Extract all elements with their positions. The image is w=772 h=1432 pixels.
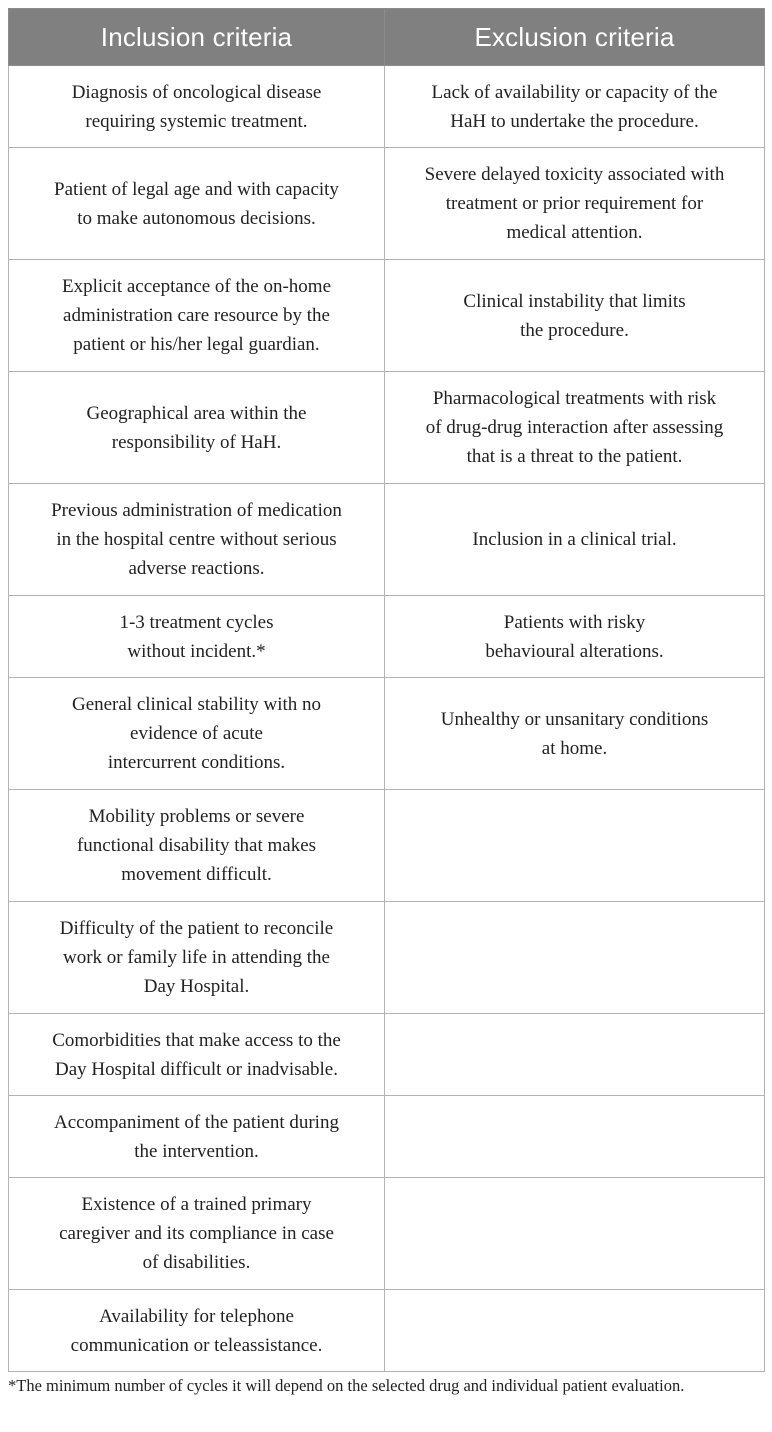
inclusion-criteria-line: Day Hospital difficult or inadvisable. (54, 1058, 338, 1080)
exclusion-criteria-line: Inclusion in a clinical trial. (472, 529, 677, 550)
table-row (9, 790, 765, 902)
inclusion-criteria-cell (9, 678, 385, 790)
exclusion-criteria-cell (385, 596, 765, 678)
inclusion-criteria-line: Explicit acceptance of the on-home (61, 276, 332, 297)
exclusion-criteria-line: of drug-drug interaction after assessing (425, 417, 724, 438)
exclusion-criteria-line: treatment or prior requirement for (445, 193, 704, 214)
inclusion-criteria-line: 1-3 treatment cycles (119, 611, 274, 633)
exclusion-criteria-cell (385, 678, 765, 790)
exclusion-criteria-cell (385, 1178, 765, 1290)
header-row (9, 9, 765, 66)
inclusion-criteria-line: evidence of acute (130, 723, 263, 744)
exclusion-criteria-cell (385, 1096, 765, 1178)
exclusion-criteria-cell (385, 148, 765, 260)
table-row (9, 596, 765, 678)
exclusion-criteria-line: Patients with risky (503, 611, 646, 633)
criteria-table-body (9, 66, 765, 1372)
inclusion-criteria-line: Diagnosis of oncological disease (71, 81, 322, 103)
exclusion-criteria-line: HaH to undertake the procedure. (450, 110, 699, 132)
criteria-table (8, 8, 765, 1372)
exclusion-criteria-cell (385, 1290, 765, 1372)
table-row (9, 1290, 765, 1372)
exclusion-criteria-header: Exclusion criteria (385, 9, 765, 66)
inclusion-criteria-line: patient or his/her legal guardian. (73, 334, 320, 355)
exclusion-criteria-cell (385, 902, 765, 1014)
exclusion-criteria-line: Pharmacological treatments with risk (432, 388, 717, 409)
table-row (9, 260, 765, 372)
inclusion-criteria-line: work or family life in attending the (63, 947, 330, 968)
inclusion-criteria-line: without incident.* (127, 640, 266, 662)
exclusion-criteria-line: Lack of availability or capacity of the (431, 81, 718, 103)
inclusion-criteria-line: movement difficult. (121, 864, 272, 885)
inclusion-criteria-line: Existence of a trained primary (81, 1194, 312, 1215)
inclusion-criteria-cell (9, 148, 385, 260)
exclusion-criteria-cell (385, 1014, 765, 1096)
inclusion-criteria-line: Day Hospital. (143, 976, 250, 997)
inclusion-criteria-cell (9, 790, 385, 902)
table-row (9, 678, 765, 790)
exclusion-criteria-line: medical attention. (506, 222, 643, 243)
inclusion-criteria-line: administration care resource by the (63, 305, 330, 326)
inclusion-criteria-header: Inclusion criteria (9, 9, 385, 66)
exclusion-criteria-line: Unhealthy or unsanitary conditions (440, 708, 709, 730)
exclusion-criteria-cell (385, 66, 765, 148)
inclusion-criteria-cell (9, 372, 385, 484)
inclusion-criteria-cell (9, 1014, 385, 1096)
inclusion-criteria-line: adverse reactions. (128, 558, 265, 579)
exclusion-criteria-line: behavioural alterations. (485, 640, 664, 662)
inclusion-criteria-line: Previous administration of medication (51, 500, 342, 521)
table-row (9, 1096, 765, 1178)
inclusion-criteria-line: Accompaniment of the patient during (54, 1111, 339, 1133)
table-row (9, 484, 765, 596)
inclusion-criteria-cell (9, 1178, 385, 1290)
table-row (9, 1178, 765, 1290)
inclusion-criteria-line: Patient of legal age and with capacity (54, 178, 339, 200)
exclusion-criteria-line: Clinical instability that limits (463, 290, 686, 312)
inclusion-criteria-line: communication or teleassistance. (70, 1334, 323, 1356)
inclusion-criteria-line: Comorbidities that make access to the (52, 1029, 341, 1051)
inclusion-criteria-line: to make autonomous decisions. (77, 207, 316, 229)
exclusion-criteria-line: that is a threat to the patient. (466, 446, 683, 467)
inclusion-criteria-line: Difficulty of the patient to reconcile (59, 918, 334, 939)
inclusion-criteria-line: the intervention. (134, 1140, 259, 1162)
inclusion-criteria-line: of disabilities. (142, 1252, 251, 1273)
exclusion-criteria-line: Severe delayed toxicity associated with (424, 164, 725, 185)
inclusion-criteria-line: functional disability that makes (76, 835, 317, 856)
exclusion-criteria-cell (385, 484, 765, 596)
inclusion-criteria-cell (9, 902, 385, 1014)
inclusion-criteria-cell (9, 484, 385, 596)
inclusion-criteria-line: caregiver and its compliance in case (59, 1223, 334, 1244)
inclusion-criteria-line: General clinical stability with no (71, 694, 322, 715)
inclusion-criteria-cell (9, 1290, 385, 1372)
inclusion-criteria-line: responsibility of HaH. (111, 431, 282, 453)
table-row (9, 902, 765, 1014)
inclusion-criteria-line: intercurrent conditions. (107, 752, 286, 773)
exclusion-criteria-cell (385, 790, 765, 902)
inclusion-criteria-cell (9, 260, 385, 372)
inclusion-criteria-cell (9, 596, 385, 678)
inclusion-criteria-line: Geographical area within the (86, 402, 307, 424)
exclusion-criteria-cell (385, 260, 765, 372)
table-row (9, 148, 765, 260)
table-row (9, 372, 765, 484)
exclusion-criteria-line: at home. (541, 737, 608, 759)
exclusion-criteria-line: the procedure. (520, 319, 629, 341)
inclusion-criteria-line: requiring systemic treatment. (85, 110, 308, 132)
inclusion-criteria-cell (9, 1096, 385, 1178)
inclusion-criteria-line: in the hospital centre without serious (56, 529, 337, 550)
inclusion-criteria-line: Mobility problems or severe (88, 806, 305, 827)
inclusion-criteria-cell (9, 66, 385, 148)
table-row (9, 66, 765, 148)
table-row (9, 1014, 765, 1096)
inclusion-criteria-line: Availability for telephone (99, 1305, 294, 1327)
exclusion-criteria-cell (385, 372, 765, 484)
footnote: *The minimum number of cycles it will depend on the selected drug and individual patient evaluation. (8, 1376, 685, 1395)
